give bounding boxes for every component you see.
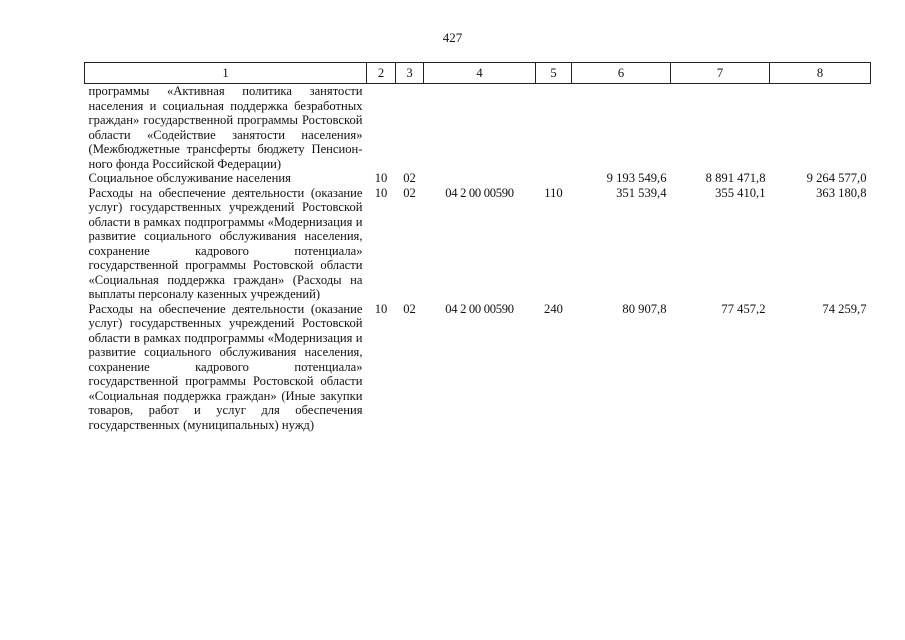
- row-description: программы «Активная политика занятости населения и социальная поддержка безработных граждан» государственной программы Ростовской области «Содействие занятости населения» (Межбюджетные трансферты бюджету Пенсионного фонда Российской Федерации): [88, 84, 363, 171]
- table-row: [85, 84, 871, 172]
- column-number-row: [85, 63, 871, 84]
- budget-table: [84, 62, 871, 432]
- row-subsection: 02: [403, 171, 416, 185]
- table-row: [85, 302, 871, 433]
- table-row: [85, 186, 871, 302]
- row-amount-col7: 355 410,1: [715, 185, 766, 200]
- row-target-code: [424, 171, 536, 186]
- row-target-code: 04 2 00 00590: [445, 301, 514, 316]
- row-section: 10: [374, 301, 388, 316]
- row-section: [367, 84, 396, 172]
- row-section: 10: [374, 171, 388, 185]
- table-row: [85, 171, 871, 186]
- column-header-1: 1: [85, 63, 367, 84]
- column-header-8: 8: [770, 63, 871, 84]
- row-amount-col7: 77 457,2: [721, 301, 766, 316]
- row-subsection: 02: [403, 301, 416, 316]
- column-header-2: 2: [367, 63, 396, 84]
- column-header-3: 3: [396, 63, 424, 84]
- column-header-4: 4: [424, 63, 536, 84]
- row-amount-col8: 363 180,8: [816, 185, 867, 200]
- row-section: 10: [374, 185, 388, 200]
- row-amount-col6: 351 539,4: [616, 185, 667, 200]
- row-subsection: 02: [403, 185, 416, 200]
- row-description: Расходы на обеспечение деятельности (оказание услуг) государственных учреждений Ростовской области в рамках подпрограммы «Модернизация и развитие социального обслуживания населения, сохранение кадрового потенциала» государственной программы Ростовской области «Социальная поддержка граждан» (Иные закупки товаров, работ и услуг для обеспечения государственных (муниципальных) нужд): [88, 301, 363, 432]
- table-body: [85, 84, 871, 433]
- row-description: Расходы на обеспечение деятельности (оказание услуг) государственных учреждений Ростовской области в рамках подпрограммы «Модернизация и развитие социального обслуживания населения, сохранение кадрового потенциала» государственной программы Ростовской области «Социальная поддержка граждан» (Расходы на выплаты персоналу казенных учреждений): [88, 185, 363, 301]
- column-header-7: 7: [671, 63, 770, 84]
- row-target-code: 04 2 00 00590: [445, 185, 514, 200]
- row-amount-col8: 74 259,7: [822, 301, 867, 316]
- row-expense-type: 240: [544, 301, 563, 316]
- page-number: 427: [442, 30, 463, 45]
- row-amount-col6: 80 907,8: [622, 301, 667, 316]
- row-target-code: [424, 84, 536, 172]
- row-amount-col8: [770, 84, 871, 172]
- table-header: [85, 63, 871, 84]
- row-amount-col6: [572, 84, 671, 172]
- row-amount-col6: 9 193 549,6: [606, 171, 667, 185]
- column-header-6: 6: [572, 63, 671, 84]
- row-expense-type: 110: [544, 185, 563, 200]
- row-amount-col8: 9 264 577,0: [806, 171, 867, 185]
- row-subsection: [396, 84, 424, 172]
- row-expense-type: [536, 84, 572, 172]
- row-expense-type: [536, 171, 572, 186]
- row-amount-col7: 8 891 471,8: [705, 171, 766, 185]
- row-amount-col7: [671, 84, 770, 172]
- row-description: Социальное обслуживание населения: [88, 171, 291, 185]
- column-header-5: 5: [536, 63, 572, 84]
